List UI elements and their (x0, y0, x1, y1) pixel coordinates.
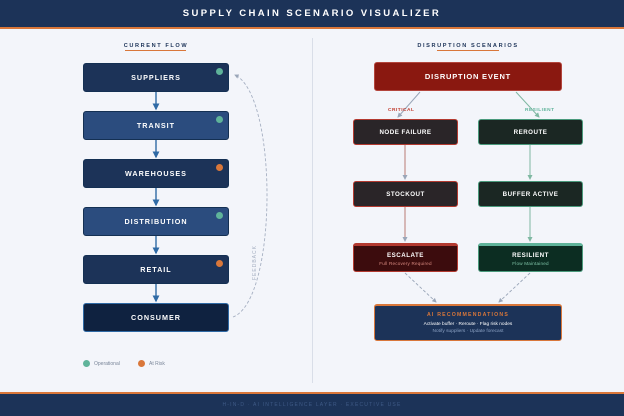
reroute-node[interactable] (478, 119, 583, 145)
feedback-label: FEEDBACK (252, 245, 258, 280)
stockout-label: STOCKOUT (386, 190, 425, 198)
panel-divider (312, 38, 313, 383)
flow-node-label: DISTRIBUTION (124, 217, 188, 226)
status-dot-operational (216, 116, 223, 123)
ai-recommendations-line1: Activate buffer · Reroute · Flag risk nodes (423, 322, 513, 327)
flow-node-transit[interactable] (83, 111, 229, 140)
legend-label-operational: Operational (94, 360, 120, 367)
current-flow-underline (125, 50, 186, 51)
ai-recommendations-box[interactable] (374, 304, 562, 341)
feedback-loop (233, 75, 267, 317)
page-title: SUPPLY CHAIN SCENARIO VISUALIZER (182, 8, 442, 19)
legend-operational (83, 360, 120, 367)
flow-node-retail[interactable] (83, 255, 229, 284)
footer-bar (0, 394, 624, 416)
flow-node-label: RETAIL (140, 265, 172, 274)
buffer-active-node[interactable] (478, 181, 583, 207)
ai-recommendations-title: AI RECOMMENDATIONS (426, 312, 510, 318)
escalate-label: ESCALATE (387, 251, 424, 259)
flow-node-consumer[interactable] (83, 303, 229, 332)
legend-dot-operational (83, 360, 90, 367)
disruption-scenarios-underline (437, 50, 499, 51)
branch-critical-arrow (398, 92, 420, 117)
disruption-scenarios-title: DISRUPTION SCENARIOS (417, 43, 519, 49)
escalate-node[interactable] (353, 243, 458, 272)
legend-dot-at-risk (138, 360, 145, 367)
flow-node-suppliers[interactable] (83, 63, 229, 92)
status-dot-at-risk (216, 260, 223, 267)
ai-connector-left (405, 273, 436, 302)
ai-connector-right (499, 273, 530, 302)
footer-text: H-IN-D · AI INTELLIGENCE LAYER · EXECUTIVE USE (222, 402, 402, 408)
resilient-branch-label: RESILIENT (525, 108, 555, 113)
status-dot-operational (216, 68, 223, 75)
flow-node-warehouses[interactable] (83, 159, 229, 188)
buffer-active-label: BUFFER ACTIVE (502, 190, 559, 198)
resilient-node[interactable] (478, 243, 583, 272)
disruption-event-node[interactable]: DISRUPTION EVENT (374, 62, 562, 91)
branch-resilient-arrow (516, 92, 539, 117)
flow-node-label: TRANSIT (136, 121, 176, 130)
ai-recommendations-line2: Notify suppliers · Update forecast (432, 329, 504, 334)
flow-node-label: CONSUMER (131, 313, 181, 322)
resilient-label: RESILIENT (512, 251, 549, 259)
legend-at-risk (138, 360, 165, 367)
escalate-subtitle: Full Recovery Required (379, 260, 432, 266)
legend-label-at-risk: At Risk (149, 360, 165, 367)
resilient-subtitle: Flow Maintained (512, 260, 549, 266)
critical-branch-label: CRITICAL (388, 108, 415, 113)
flow-node-label: WAREHOUSES (125, 169, 187, 178)
current-flow-title: CURRENT FLOW (123, 43, 189, 49)
stockout-node[interactable] (353, 181, 458, 207)
status-dot-at-risk (216, 164, 223, 171)
node-failure-label: NODE FAILURE (379, 128, 432, 136)
node-failure-node[interactable] (353, 119, 458, 145)
flow-node-distribution[interactable] (83, 207, 229, 236)
flow-node-label: SUPPLIERS (131, 73, 181, 82)
status-dot-operational (216, 212, 223, 219)
reroute-label: REROUTE (513, 128, 548, 136)
